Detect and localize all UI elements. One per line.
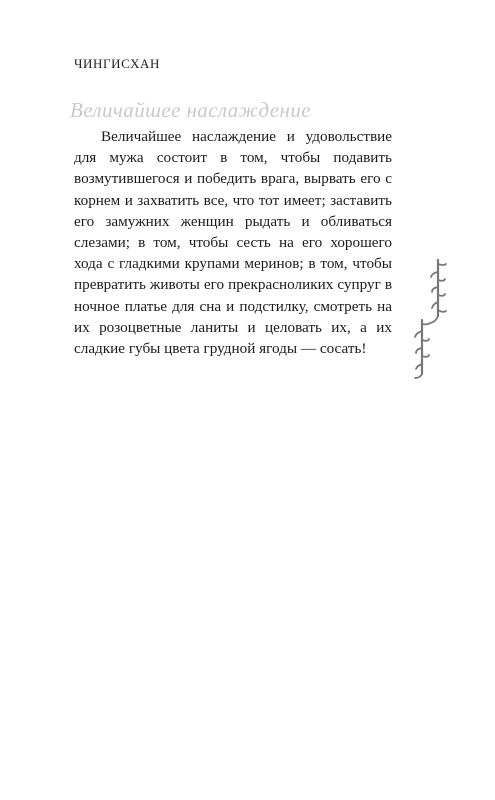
body-paragraph: Величайшее наслаждение и удовольствие для мужа состоит в том, чтобы подавить возмутившегося и победить врага, вырвать его с корнем и захватить все, что тот имеет; заставить его замужних женщин рыдать и обливаться слезами; в том, чтобы сесть на его хорошего хода с гладкими крупами меринов; в том, чтобы превратить животы его прекрасноликих супруг в ночное платье для сна и подстилку, смотреть на их розоцветные ланиты и целовать их, а их сладкие губы цвета грудной ягоды — сосать! bbox=[74, 128, 392, 358]
section-title: Величайшее наслаждение bbox=[70, 98, 311, 122]
mongolian-script-vertical-icon bbox=[408, 256, 450, 380]
running-head: ЧИНГИСХАН bbox=[74, 56, 161, 71]
